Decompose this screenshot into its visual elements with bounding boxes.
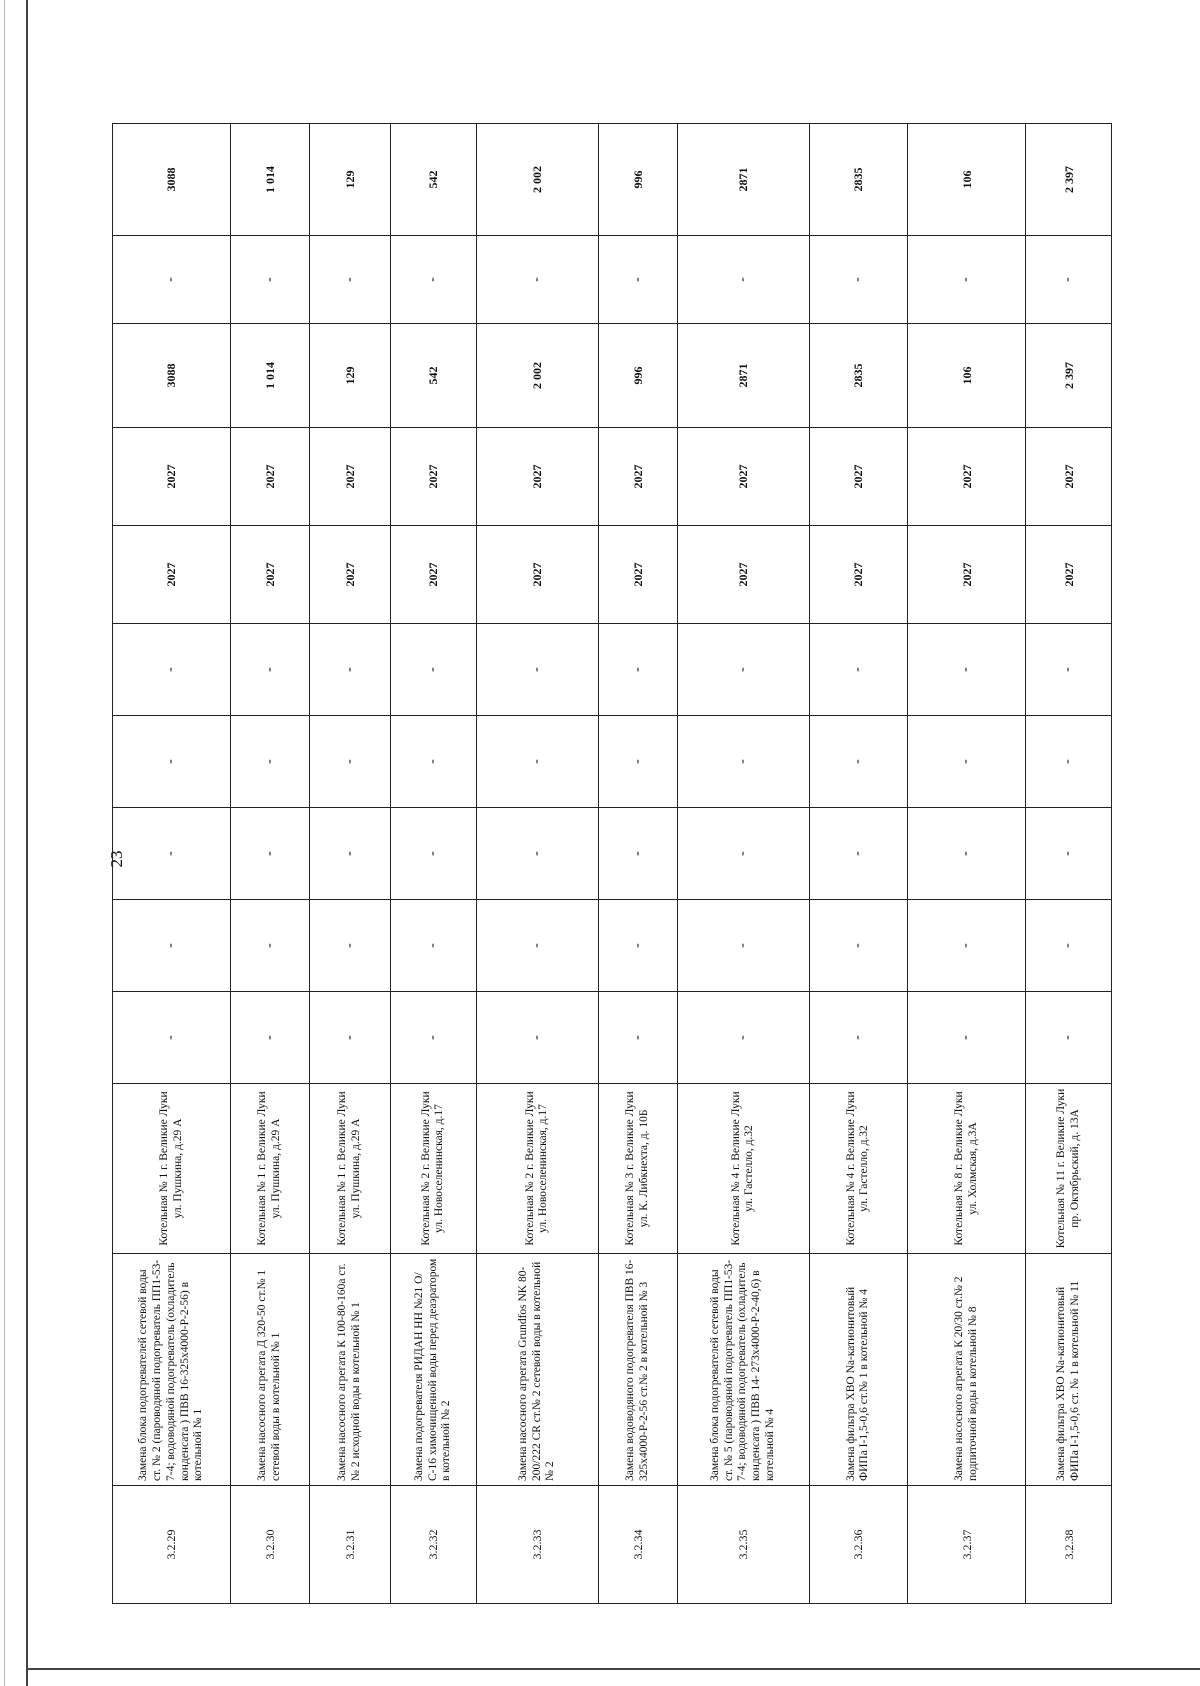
cell-location: Котельная № 3 г. Великие Луки ул. К. Либкнехта, д. 10Б [599,1084,678,1254]
cell-cost-other: - [908,236,1026,324]
cell-year-end: 2027 [391,428,476,526]
rotated-table-wrapper [112,124,1112,1604]
cell-item-number: 3.2.31 [310,1486,391,1604]
cell-description: Замена насосного агрегата Grundfos NK 80-200/222 CR ст.№ 2 сетевой воды в котельной № 2 [476,1254,599,1486]
cell-cost: 3088 [113,324,231,428]
cell-year-start: 2027 [599,526,678,624]
cell-year-start: 2027 [1026,526,1112,624]
cell-year-end: 2027 [476,428,599,526]
cell-location: Котельная № 1 г. Великие Луки ул. Пушкина, д.29 А [310,1084,391,1254]
cell-empty-5: - [113,624,231,716]
cell-empty-4: - [113,716,231,808]
cell-empty-3: - [476,808,599,900]
cell-year-end: 2027 [809,428,908,526]
cell-year-end: 2027 [599,428,678,526]
cell-empty-2: - [391,900,476,992]
cell-empty-2: - [599,900,678,992]
cell-year-start: 2027 [476,526,599,624]
cell-location: Котельная № 4 г. Великие Луки ул. Гастелло, д.32 [809,1084,908,1254]
cell-cost-total: 2835 [809,124,908,236]
scan-edge-left [26,0,28,1686]
cell-empty-3: - [391,808,476,900]
table-row [809,124,908,1604]
page-number: 23 [107,850,126,868]
cell-empty-1: - [908,992,1026,1084]
cell-cost-total: 2 397 [1026,124,1112,236]
cell-empty-3: - [908,808,1026,900]
table-row [599,124,678,1604]
cell-empty-4: - [391,716,476,808]
cell-cost-other: - [476,236,599,324]
cell-item-number: 3.2.37 [908,1486,1026,1604]
table-row [113,124,231,1604]
cell-year-start: 2027 [391,526,476,624]
cell-description: Замена фильтра ХВО Na-катионитовый ФИПа I-1,5-0,6 ст.№ 1 в котельной № 4 [809,1254,908,1486]
cell-cost-total: 1 014 [231,124,310,236]
cell-description: Замена блока подогревателей сетевой воды ст. № 5 (пароводяной подогреватель ПП1-53-7-4; водоводяной подогреватель (охладитель конденсата ) ПВВ 14- 273х4000-Р-2-40,6) в котельной № 4 [678,1254,809,1486]
cell-empty-5: - [908,624,1026,716]
cell-cost-total: 542 [391,124,476,236]
cell-empty-3: - [1026,808,1112,900]
cell-description: Замена насосного агрегата К 20/30 ст.№ 2 подпиточной воды в котельной № 8 [908,1254,1026,1486]
cell-description: Замена водоводяного подогревателя ПВВ 16-325х4000-Р-2-56 ст.№ 2 в котельной № 3 [599,1254,678,1486]
cell-empty-1: - [310,992,391,1084]
cell-empty-1: - [231,992,310,1084]
cell-empty-3: - [678,808,809,900]
cell-cost-total: 996 [599,124,678,236]
cell-empty-1: - [1026,992,1112,1084]
cell-cost: 996 [599,324,678,428]
cell-empty-1: - [599,992,678,1084]
cell-description: Замена насосного агрегата К 100-80-160а ст.№ 2 исходной воды в котельной № 1 [310,1254,391,1486]
cell-empty-5: - [310,624,391,716]
cell-empty-2: - [678,900,809,992]
cell-cost-other: - [310,236,391,324]
cell-empty-5: - [231,624,310,716]
cell-empty-2: - [908,900,1026,992]
cell-empty-2: - [476,900,599,992]
cell-cost-other: - [678,236,809,324]
cell-empty-1: - [678,992,809,1084]
cell-cost-total: 106 [908,124,1026,236]
cell-empty-4: - [809,716,908,808]
cell-year-end: 2027 [231,428,310,526]
cell-item-number: 3.2.30 [231,1486,310,1604]
cell-year-end: 2027 [310,428,391,526]
cell-empty-4: - [231,716,310,808]
cell-cost-other: - [809,236,908,324]
cell-cost: 542 [391,324,476,428]
cell-description: Замена насосного агрегата Д 320-50 ст.№ 1 сетевой воды в котельной № 1 [231,1254,310,1486]
cell-empty-1: - [391,992,476,1084]
cell-year-start: 2027 [908,526,1026,624]
cell-item-number: 3.2.38 [1026,1486,1112,1604]
table-row [678,124,809,1604]
cell-empty-5: - [391,624,476,716]
table-row [391,124,476,1604]
cell-item-number: 3.2.33 [476,1486,599,1604]
cell-empty-5: - [809,624,908,716]
cell-location: Котельная № 1 г. Великие Луки ул. Пушкина, д.29 А [231,1084,310,1254]
cell-cost: 2871 [678,324,809,428]
cell-year-start: 2027 [231,526,310,624]
investment-table [112,123,1112,1604]
cell-cost: 106 [908,324,1026,428]
cell-cost: 2835 [809,324,908,428]
cell-empty-1: - [476,992,599,1084]
cell-empty-5: - [599,624,678,716]
table-row [1026,124,1112,1604]
cell-year-start: 2027 [678,526,809,624]
cell-location: Котельная № 8 г. Великие Луки ул. Холмская, д.3А [908,1084,1026,1254]
cell-year-end: 2027 [908,428,1026,526]
cell-cost: 1 014 [231,324,310,428]
cell-location: Котельная № 2 г. Великие Луки ул. Новоселенинская, д.17 [476,1084,599,1254]
cell-year-start: 2027 [809,526,908,624]
cell-empty-4: - [310,716,391,808]
scan-edge-outer [4,0,5,1686]
cell-empty-4: - [1026,716,1112,808]
cell-empty-3: - [599,808,678,900]
table-row [476,124,599,1604]
table-row [310,124,391,1604]
cell-empty-3: - [113,808,231,900]
cell-location: Котельная № 2 г. Великие Луки ул. Новоселенинская, д.17 [391,1084,476,1254]
cell-empty-4: - [678,716,809,808]
cell-year-end: 2027 [113,428,231,526]
cell-cost: 2 397 [1026,324,1112,428]
cell-year-end: 2027 [678,428,809,526]
cell-cost: 2 002 [476,324,599,428]
cell-location: Котельная № 4 г. Великие Луки ул. Гастелло, д.32 [678,1084,809,1254]
cell-description: Замена фильтра ХВО Na-катионитовый ФИПа I-1,5-0,6 ст. № 1 в котельной № 11 [1026,1254,1112,1486]
cell-year-end: 2027 [1026,428,1112,526]
table-row [908,124,1026,1604]
cell-empty-5: - [678,624,809,716]
cell-empty-1: - [113,992,231,1084]
cell-item-number: 3.2.35 [678,1486,809,1604]
cell-empty-3: - [231,808,310,900]
table-sheet [112,124,1112,1604]
cell-empty-3: - [310,808,391,900]
cell-cost-total: 2 002 [476,124,599,236]
cell-cost-total: 129 [310,124,391,236]
cell-description: Замена блока подогревателей сетевой воды ст. № 2 (пароводяной подогреватель ПП1-53-7-4; водоводяной подогреватель (охладитель конденсата ) ПВВ 16-325х4000-Р-2-56) в котельной № 1 [113,1254,231,1486]
scan-edge-bottom [26,1668,1200,1670]
cell-empty-2: - [310,900,391,992]
cell-cost-other: - [1026,236,1112,324]
cell-location: Котельная № 11 г. Великие Луки пр. Октябрьский, д. 13А [1026,1084,1112,1254]
cell-empty-5: - [476,624,599,716]
cell-item-number: 3.2.32 [391,1486,476,1604]
cell-item-number: 3.2.29 [113,1486,231,1604]
cell-cost: 129 [310,324,391,428]
cell-year-start: 2027 [310,526,391,624]
cell-description: Замена подогревателя РИДАН НН №21 О/С-16 химочищенной воды перед деаэратором в котельной № 2 [391,1254,476,1486]
cell-cost-other: - [113,236,231,324]
cell-empty-2: - [113,900,231,992]
cell-cost-other: - [231,236,310,324]
cell-empty-2: - [809,900,908,992]
cell-empty-4: - [476,716,599,808]
cell-cost-other: - [391,236,476,324]
cell-cost-other: - [599,236,678,324]
cell-location: Котельная № 1 г. Великие Луки ул. Пушкина, д.29 А [113,1084,231,1254]
cell-empty-2: - [231,900,310,992]
table-row [231,124,310,1604]
cell-item-number: 3.2.34 [599,1486,678,1604]
cell-cost-total: 2871 [678,124,809,236]
cell-empty-4: - [908,716,1026,808]
cell-empty-4: - [599,716,678,808]
cell-year-start: 2027 [113,526,231,624]
cell-empty-5: - [1026,624,1112,716]
cell-empty-3: - [809,808,908,900]
cell-empty-2: - [1026,900,1112,992]
cell-item-number: 3.2.36 [809,1486,908,1604]
cell-cost-total: 3088 [113,124,231,236]
cell-empty-1: - [809,992,908,1084]
